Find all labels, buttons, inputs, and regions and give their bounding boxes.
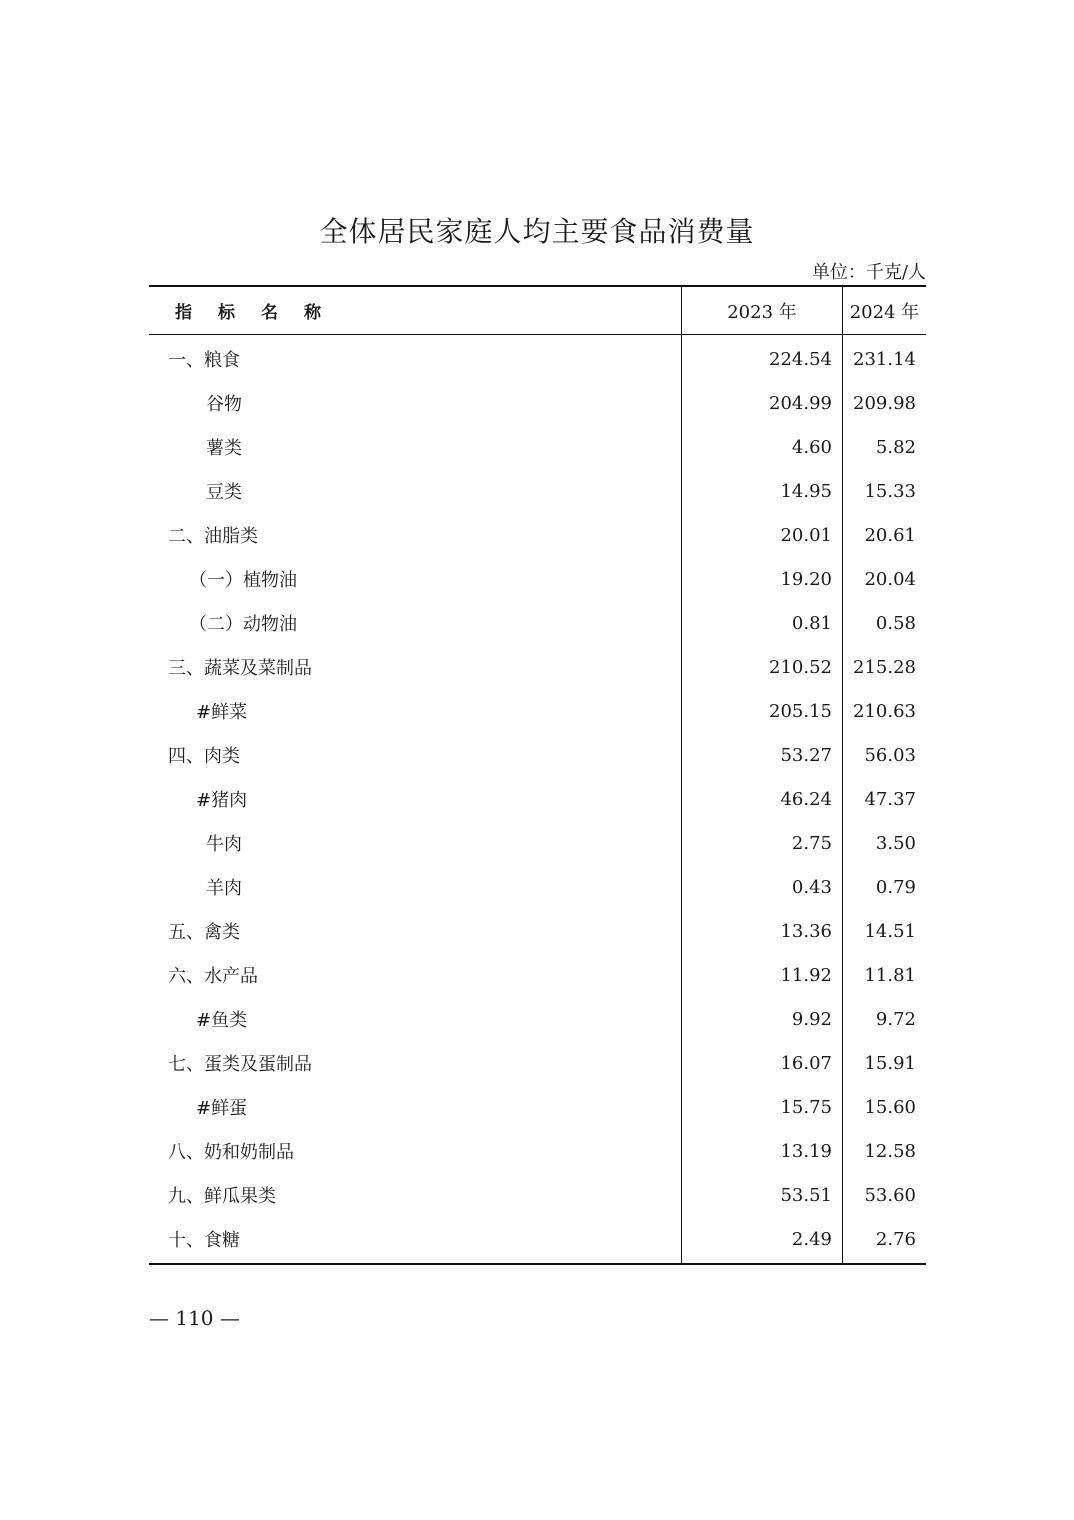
row-indicator-name: 牛肉 bbox=[149, 821, 682, 865]
header-year-2024: 2024 年 bbox=[843, 286, 927, 335]
header-indicator-name: 指标名称 bbox=[149, 286, 682, 335]
row-value-2023: 19.20 bbox=[682, 557, 843, 601]
unit-label: 单位：千克/人 bbox=[811, 262, 926, 283]
row-value-2024: 215.28 bbox=[853, 656, 916, 678]
table-row bbox=[149, 381, 926, 425]
table-header-row bbox=[149, 286, 926, 335]
table-row bbox=[149, 733, 926, 777]
row-value-2024: 15.60 bbox=[864, 1096, 916, 1118]
table-row bbox=[149, 1041, 926, 1085]
table-row bbox=[149, 645, 926, 689]
row-value-2024: 15.91 bbox=[864, 1052, 916, 1074]
row-value-2024: 3.50 bbox=[875, 832, 916, 854]
row-value-2023: 224.54 bbox=[682, 335, 843, 382]
row-indicator-name: 谷物 bbox=[149, 381, 682, 425]
table-row bbox=[149, 557, 926, 601]
row-value-2023: 210.52 bbox=[682, 645, 843, 689]
row-value-2024: 14.51 bbox=[864, 920, 916, 942]
row-value-2023: 2.75 bbox=[682, 821, 843, 865]
row-value-2023: 205.15 bbox=[682, 689, 843, 733]
table-row bbox=[149, 1217, 926, 1264]
row-value-2023: 20.01 bbox=[682, 513, 843, 557]
row-value-2024: 47.37 bbox=[864, 788, 916, 810]
row-value-2023: 14.95 bbox=[682, 469, 843, 513]
row-value-2024: 2.76 bbox=[843, 1217, 927, 1264]
row-value-2024: 11.81 bbox=[864, 964, 916, 986]
row-value-2023: 53.27 bbox=[682, 733, 843, 777]
row-indicator-name: 三、蔬菜及菜制品 bbox=[149, 645, 682, 689]
table-row bbox=[149, 469, 926, 513]
row-value-2023: 46.24 bbox=[682, 777, 843, 821]
row-value-2024: 9.72 bbox=[875, 1008, 916, 1030]
row-value-2023: 4.60 bbox=[682, 425, 843, 469]
table-row bbox=[149, 909, 926, 953]
table-body bbox=[149, 335, 926, 1265]
table-row bbox=[149, 997, 926, 1041]
table-row bbox=[149, 777, 926, 821]
row-value-2023: 53.51 bbox=[682, 1173, 843, 1217]
row-value-2024: 209.98 bbox=[853, 392, 916, 414]
row-value-2023: 0.81 bbox=[682, 601, 843, 645]
row-indicator-name: #猪肉 bbox=[149, 777, 682, 821]
page-number: — 110 — bbox=[149, 1306, 240, 1330]
row-indicator-name: 二、油脂类 bbox=[149, 513, 682, 557]
row-value-2024: 231.14 bbox=[853, 348, 916, 370]
row-value-2023: 0.43 bbox=[682, 865, 843, 909]
row-indicator-name: 七、蛋类及蛋制品 bbox=[149, 1041, 682, 1085]
consumption-table bbox=[149, 285, 926, 1265]
row-indicator-name: （一）植物油 bbox=[149, 557, 682, 601]
row-value-2023: 11.92 bbox=[682, 953, 843, 997]
row-value-2023: 204.99 bbox=[682, 381, 843, 425]
row-value-2024: 53.60 bbox=[864, 1184, 916, 1206]
table-row bbox=[149, 513, 926, 557]
row-indicator-name: #鲜菜 bbox=[149, 689, 682, 733]
row-indicator-name: 薯类 bbox=[149, 425, 682, 469]
row-indicator-name: 九、鲜瓜果类 bbox=[149, 1173, 682, 1217]
row-value-2024: 210.63 bbox=[853, 700, 916, 722]
row-indicator-name: #鲜蛋 bbox=[149, 1085, 682, 1129]
row-indicator-name: #鱼类 bbox=[149, 997, 682, 1041]
row-value-2024: 0.58 bbox=[875, 612, 916, 634]
row-value-2024: 0.79 bbox=[875, 876, 916, 898]
table-row bbox=[149, 689, 926, 733]
row-value-2024: 12.58 bbox=[864, 1140, 916, 1162]
page-title: 全体居民家庭人均主要食品消费量 bbox=[319, 215, 755, 248]
header-year-2023: 2023 年 bbox=[682, 286, 843, 335]
row-value-2023: 15.75 bbox=[682, 1085, 843, 1129]
row-indicator-name: 八、奶和奶制品 bbox=[149, 1129, 682, 1173]
row-value-2024: 20.04 bbox=[864, 568, 916, 590]
row-value-2024: 20.61 bbox=[864, 524, 916, 546]
table-row bbox=[149, 425, 926, 469]
table-row bbox=[149, 821, 926, 865]
table-row bbox=[149, 953, 926, 997]
table-row bbox=[149, 1085, 926, 1129]
table-row bbox=[149, 1129, 926, 1173]
row-indicator-name: 一、粮食 bbox=[149, 335, 682, 382]
table-row bbox=[149, 865, 926, 909]
row-indicator-name: 六、水产品 bbox=[149, 953, 682, 997]
row-indicator-name: 四、肉类 bbox=[149, 733, 682, 777]
row-value-2023: 16.07 bbox=[682, 1041, 843, 1085]
table-row bbox=[149, 335, 926, 382]
table-row bbox=[149, 601, 926, 645]
row-value-2023: 13.36 bbox=[682, 909, 843, 953]
row-indicator-name: （二）动物油 bbox=[149, 601, 682, 645]
table-row bbox=[149, 1173, 926, 1217]
row-indicator-name: 五、禽类 bbox=[149, 909, 682, 953]
row-value-2024: 15.33 bbox=[864, 480, 916, 502]
row-indicator-name: 羊肉 bbox=[149, 865, 682, 909]
row-indicator-name: 豆类 bbox=[149, 469, 682, 513]
row-indicator-name: 十、食糖 bbox=[149, 1217, 682, 1264]
row-value-2023: 9.92 bbox=[682, 997, 843, 1041]
row-value-2023: 2.49 bbox=[682, 1217, 843, 1264]
row-value-2024: 5.82 bbox=[875, 436, 916, 458]
row-value-2024: 56.03 bbox=[864, 744, 916, 766]
row-value-2023: 13.19 bbox=[682, 1129, 843, 1173]
